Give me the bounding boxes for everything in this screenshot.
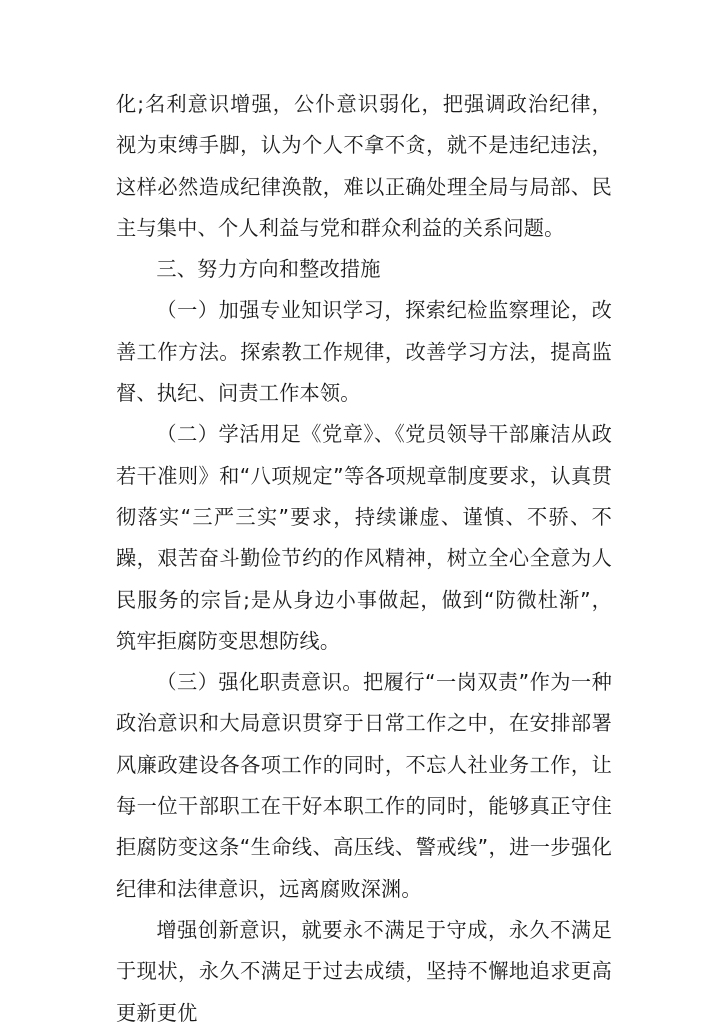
document-body <box>116 84 612 1034</box>
paragraph-measure-three: （三）强化职责意识。把履行“一岗双责”作为一种政治意识和大局意识贯穿于日常工作之中，在安排部署风廉政建设各各项工作的同时，不忘人社业务工作，让每一位干部职工在干好本职工作的同时，能够真正守住拒腐防变这条“生命线、高压线、警戒线”，进一步强化纪律和法律意识，远离腐败深渊。 <box>116 670 612 901</box>
paragraph-measure-two: （二）学活用足《党章》、《党员领导干部廉洁从政若干准则》和“八项规定”等各项规章制度要求，认真贯彻落实“三严三实”要求，持续谦虚、谨慎、不骄、不躁，艰苦奋斗勤俭节约的作风精神，树立全心全意为人民服务的宗旨;是从身边小事做起，做到“防微杜渐”，筑牢拒腐防变思想防线。 <box>116 422 612 653</box>
paragraph-measure-one: （一）加强专业知识学习，探索纪检监察理论，改善工作方法。探索教工作规律，改善学习方法，提高监督、执纪、问责工作本领。 <box>116 298 612 406</box>
paragraph-innovation: 增强创新意识，就要永不满足于守成，永久不满足于现状，永久不满足于过去成绩，坚持不懈地追求更高更新更优 <box>116 917 612 1025</box>
paragraph-continuation: 化;名利意识增强，公仆意识弱化，把强调政治纪律，视为束缚手脚，认为个人不拿不贪，就不是违纪违法，这样必然造成纪律涣散，难以正确处理全局与局部、民主与集中、个人利益与党和群众利益的关系问题。 <box>116 92 612 240</box>
section-heading-improvement-measures: 三、努力方向和整改措施 <box>156 257 381 282</box>
